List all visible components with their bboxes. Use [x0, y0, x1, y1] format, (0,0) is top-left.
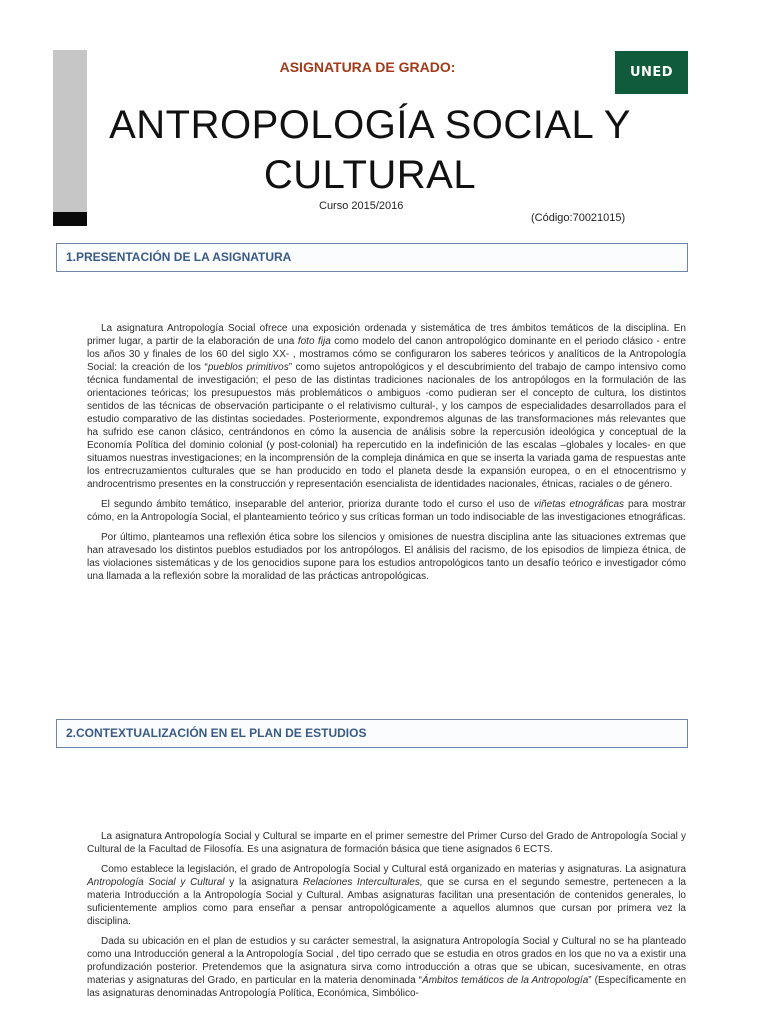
- section-1-paragraph-2: [87, 498, 686, 524]
- uned-logo: UNED: [615, 51, 688, 94]
- section-2-body: [87, 830, 686, 1007]
- paragraph-text: Dada su ubicación en el plan de estudios y su carácter semestral, la asignatura Antropología Social y Cultural no se ha planteado como una Introducción general a la Antropología Social , del tipo cerrado que se estudia en otros grados en los que no va a existir una profundización posterior. Pretendemos que la asignatura sirva como introducción a otras que se ubican, sucesivamente, en otras materias y asignaturas del Grado, en particular en la materia denominada “: [87, 936, 686, 986]
- section-1-heading: 1.PRESENTACIÓN DE LA ASIGNATURA: [66, 250, 292, 264]
- italic-text: Antropología Social y Cultural: [87, 877, 225, 888]
- italic-text: Ámbitos temáticos de la Antropología: [422, 975, 589, 986]
- section-2-paragraph-1: [87, 830, 686, 856]
- italic-text: Relaciones Interculturales,: [302, 877, 423, 888]
- italic-text: foto fija: [297, 336, 331, 347]
- italic-text: pueblos primitivos: [207, 362, 289, 373]
- paragraph-text: ” (Específicamente en las asignaturas denominadas Antropología Política, Económica, Simbólico-: [87, 975, 687, 999]
- course-year: Curso 2015/2016: [319, 200, 404, 212]
- decorative-black-bar: [53, 212, 87, 226]
- paragraph-text: La asignatura Antropología Social y Cultural se imparte en el primer semestre del Primer Curso del Grado de Antropología Social y Cultural de la Facultad de Filosofía. Es una asignatura de formación básica que tiene asignados 6 ECTS.: [87, 831, 686, 855]
- section-2-paragraph-3: [87, 935, 686, 1000]
- section-1-paragraph-3: [87, 531, 686, 583]
- section-1-body: [87, 322, 686, 590]
- paragraph-text: y la asignatura: [224, 877, 303, 888]
- title-line-2: CULTURAL: [263, 153, 477, 197]
- section-2-paragraph-2: [87, 863, 686, 928]
- subject-kicker: ASIGNATURA DE GRADO:: [279, 59, 456, 75]
- paragraph-text: El segundo ámbito temático, inseparable del anterior, prioriza durante todo el curso el uso de: [101, 499, 534, 510]
- paragraph-text: Por último, planteamos una reflexión ética sobre los silencios y omisiones de nuestra disciplina ante las situaciones extremas que han atravesado los distintos pueblos estudiados por los antropólogos. El análisis del racismo, de los episodios de limpieza étnica, de las violaciones sistemáticas y de los genocidios supone para los estudios antropológicos tanto un desafío teórico e investigador cómo una llamada a la reflexión sobre la moralidad de las prácticas antropológicas.: [87, 532, 686, 582]
- section-2-heading-box: [56, 719, 688, 748]
- paragraph-text: Como establece la legislación, el grado de Antropología Social y Cultural está organizado en materias y asignaturas. La asignatura: [101, 864, 686, 875]
- paragraph-text: ” como sujetos antropológicos y el descubrimiento del trabajo de campo intensivo como técnica fundamental de investigación; el peso de las distintas tradiciones nacionales de los antropólogos en la formulación de las orientaciones teóricas; los presupuestos más problemáticos o ambiguos -como pudieran ser el concepto de cultura, los distintos sentidos de las técnicas de observación participante o el relativismo cultural-, y los campos de especialidades desarrollados para el estudio comparativo de las distintas sociedades. Posteriormente, expondremos algunas de las transformaciones más relevantes que ha sufrido ese canon clásico, centrándonos en cómo la ausencia de análisis sobre la repercusión ideológica y conceptual de la Economía Política del dominio colonial (y post-colonial) ha repercutido en la indefinición de las escalas –globales y locales- en que situamos nuestras investigaciones; en la incomprensión de la compleja dinámica en que se inserta la variada gama de respuestas ante los entrecruzamientos culturales que se han producido en todo el planeta desde la expansión europea, o en el etnocentrismo y androcentrismo presentes en la construcción y representación esencialista de identidades nacionales, étnicas, raciales o de género.: [87, 362, 686, 490]
- section-1-paragraph-1: [87, 322, 686, 491]
- paragraph-text: que se cursa en el segundo semestre, pertenecen a la materia Introducción a la Antropología Social y Cultural. Ambas asignaturas facilitan una presentación de contenidos generales, lo suficientemente amplios como para enseñar a pensar antropológicamente a aquellos alumnos que cursan por primera vez la disciplina.: [87, 877, 686, 927]
- section-2-heading: 2.CONTEXTUALIZACIÓN EN EL PLAN DE ESTUDIOS: [66, 726, 367, 740]
- section-1-heading-box: [56, 243, 688, 272]
- paragraph-text: La asignatura Antropología Social ofrece una exposición ordenada y sistemática de tres ámbitos temáticos de la disciplina. En primer lugar, a partir de la elaboración de una: [87, 323, 686, 347]
- subject-code: (Código:70021015): [531, 212, 626, 224]
- page-title: [90, 100, 650, 200]
- paragraph-text: para mostrar cómo, en la Antropología Social, el planteamiento teórico y sus críticas forman un todo indisociable de las investigaciones etnográficas.: [87, 499, 686, 523]
- italic-text: viñetas etnográficas: [533, 499, 625, 510]
- title-line-1: ANTROPOLOGÍA SOCIAL Y: [109, 103, 631, 147]
- paragraph-text: como modelo del canon antropológico dominante en el periodo clásico - entre los años 30 y finales de los 60 del siglo XX- , mostramos cómo se configuraron los saberes teóricos y analíticos de la Antropología Social: la creación de los “: [87, 336, 686, 373]
